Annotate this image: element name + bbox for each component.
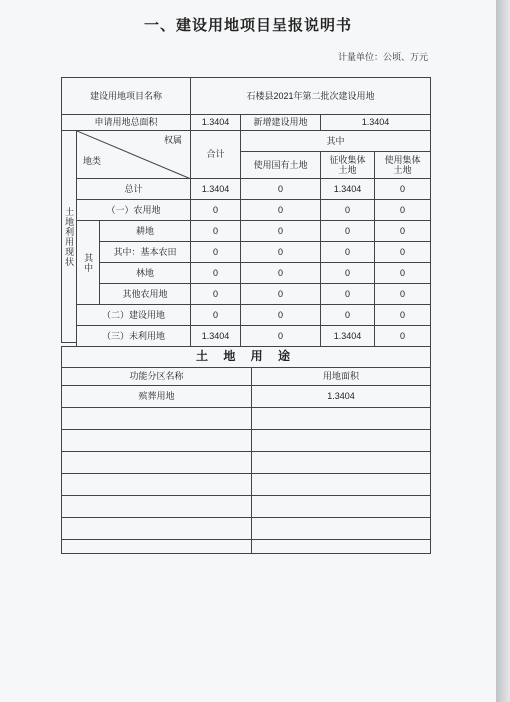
- row-4-value-3: 0: [320, 241, 375, 263]
- row-5-value-3: 0: [320, 262, 375, 284]
- row-label-8: （三）未利用地: [76, 325, 191, 347]
- header-sub-1: 使用国有土地: [240, 151, 321, 179]
- land-use-row-6-area: [251, 495, 431, 518]
- row-label-4: 其中：基本农田: [99, 241, 191, 263]
- land-use-row-4-name: [61, 451, 252, 474]
- row-3-value-1: 0: [190, 220, 241, 242]
- row-7-value-3: 0: [320, 304, 375, 326]
- total-area-label: 申请用地总面积: [61, 114, 191, 131]
- land-use-title: 土 地 用 途: [61, 346, 431, 368]
- row-4-value-4: 0: [374, 241, 431, 263]
- row-1-value-2: 0: [240, 178, 321, 200]
- row-6-value-2: 0: [240, 283, 321, 305]
- land-use-row-3-area: [251, 429, 431, 452]
- land-use-row-1-area: 1.3404: [251, 385, 431, 408]
- row-7-value-4: 0: [374, 304, 431, 326]
- header-ownership-label: 权属: [163, 135, 182, 145]
- project-name-label: 建设用地项目名称: [61, 77, 191, 115]
- row-7-value-2: 0: [240, 304, 321, 326]
- land-use-row-2-area: [251, 407, 431, 430]
- land-status-section-label: 土地利用现状: [61, 130, 77, 343]
- land-use-col-function: 功能分区名称: [61, 367, 252, 386]
- row-label-1: 总计: [76, 178, 191, 200]
- header-sub-2: 征收集体土地: [320, 151, 375, 179]
- row-8-value-4: 0: [374, 325, 431, 347]
- row-2-value-2: 0: [240, 199, 321, 221]
- header-sub-3: 使用集体土地: [374, 151, 431, 179]
- row-8-value-3: 1.3404: [320, 325, 375, 347]
- row-8-value-1: 1.3404: [190, 325, 241, 347]
- row-5-value-4: 0: [374, 262, 431, 284]
- new-area-value: 1.3404: [320, 114, 431, 131]
- row-6-value-1: 0: [190, 283, 241, 305]
- row-3-value-4: 0: [374, 220, 431, 242]
- row-label-2: （一）农用地: [76, 199, 191, 221]
- row-8-value-2: 0: [240, 325, 321, 347]
- row-5-value-1: 0: [190, 262, 241, 284]
- header-qizhong: 其中: [240, 130, 431, 152]
- land-use-row-8-area: [251, 539, 431, 554]
- row-1-value-4: 0: [374, 178, 431, 200]
- row-label-7: （二）建设用地: [76, 304, 191, 326]
- row-label-6: 其他农用地: [99, 283, 191, 305]
- row-1-value-1: 1.3404: [190, 178, 241, 200]
- row-3-value-3: 0: [320, 220, 375, 242]
- new-area-label: 新增建设用地: [240, 114, 321, 131]
- row-4-value-1: 0: [190, 241, 241, 263]
- land-use-row-5-name: [61, 473, 252, 496]
- land-use-table: [61, 77, 430, 554]
- land-use-row-4-area: [251, 451, 431, 474]
- row-5-value-2: 0: [240, 262, 321, 284]
- row-4-value-2: 0: [240, 241, 321, 263]
- row-2-value-1: 0: [190, 199, 241, 221]
- header-total: 合计: [190, 130, 241, 179]
- land-use-row-8-name: [61, 539, 252, 554]
- land-use-row-2-name: [61, 407, 252, 430]
- land-use-row-5-area: [251, 473, 431, 496]
- land-use-row-7-name: [61, 517, 252, 540]
- project-name-value: 石楼县2021年第二批次建设用地: [190, 77, 431, 115]
- land-use-row-6-name: [61, 495, 252, 518]
- page-edge: [496, 0, 510, 702]
- row-1-value-3: 1.3404: [320, 178, 375, 200]
- row-6-value-3: 0: [320, 283, 375, 305]
- agricultural-qizhong-label: 其中: [76, 220, 100, 305]
- row-label-3: 耕地: [99, 220, 191, 242]
- total-area-value: 1.3404: [190, 114, 241, 131]
- row-7-value-1: 0: [190, 304, 241, 326]
- row-3-value-2: 0: [240, 220, 321, 242]
- row-2-value-3: 0: [320, 199, 375, 221]
- document-title: 一、建设用地项目呈报说明书: [143, 16, 352, 34]
- land-use-col-area: 用地面积: [251, 367, 431, 386]
- row-label-5: 林地: [99, 262, 191, 284]
- unit-note: 计量单位：公顷、万元: [337, 53, 428, 63]
- land-use-row-3-name: [61, 429, 252, 452]
- row-2-value-4: 0: [374, 199, 431, 221]
- header-landtype-label: 地类: [83, 155, 102, 166]
- land-use-row-1-name: 殡葬用地: [61, 385, 252, 408]
- row-6-value-4: 0: [374, 283, 431, 305]
- header-corner-cell: [76, 130, 191, 179]
- land-use-row-7-area: [251, 517, 431, 540]
